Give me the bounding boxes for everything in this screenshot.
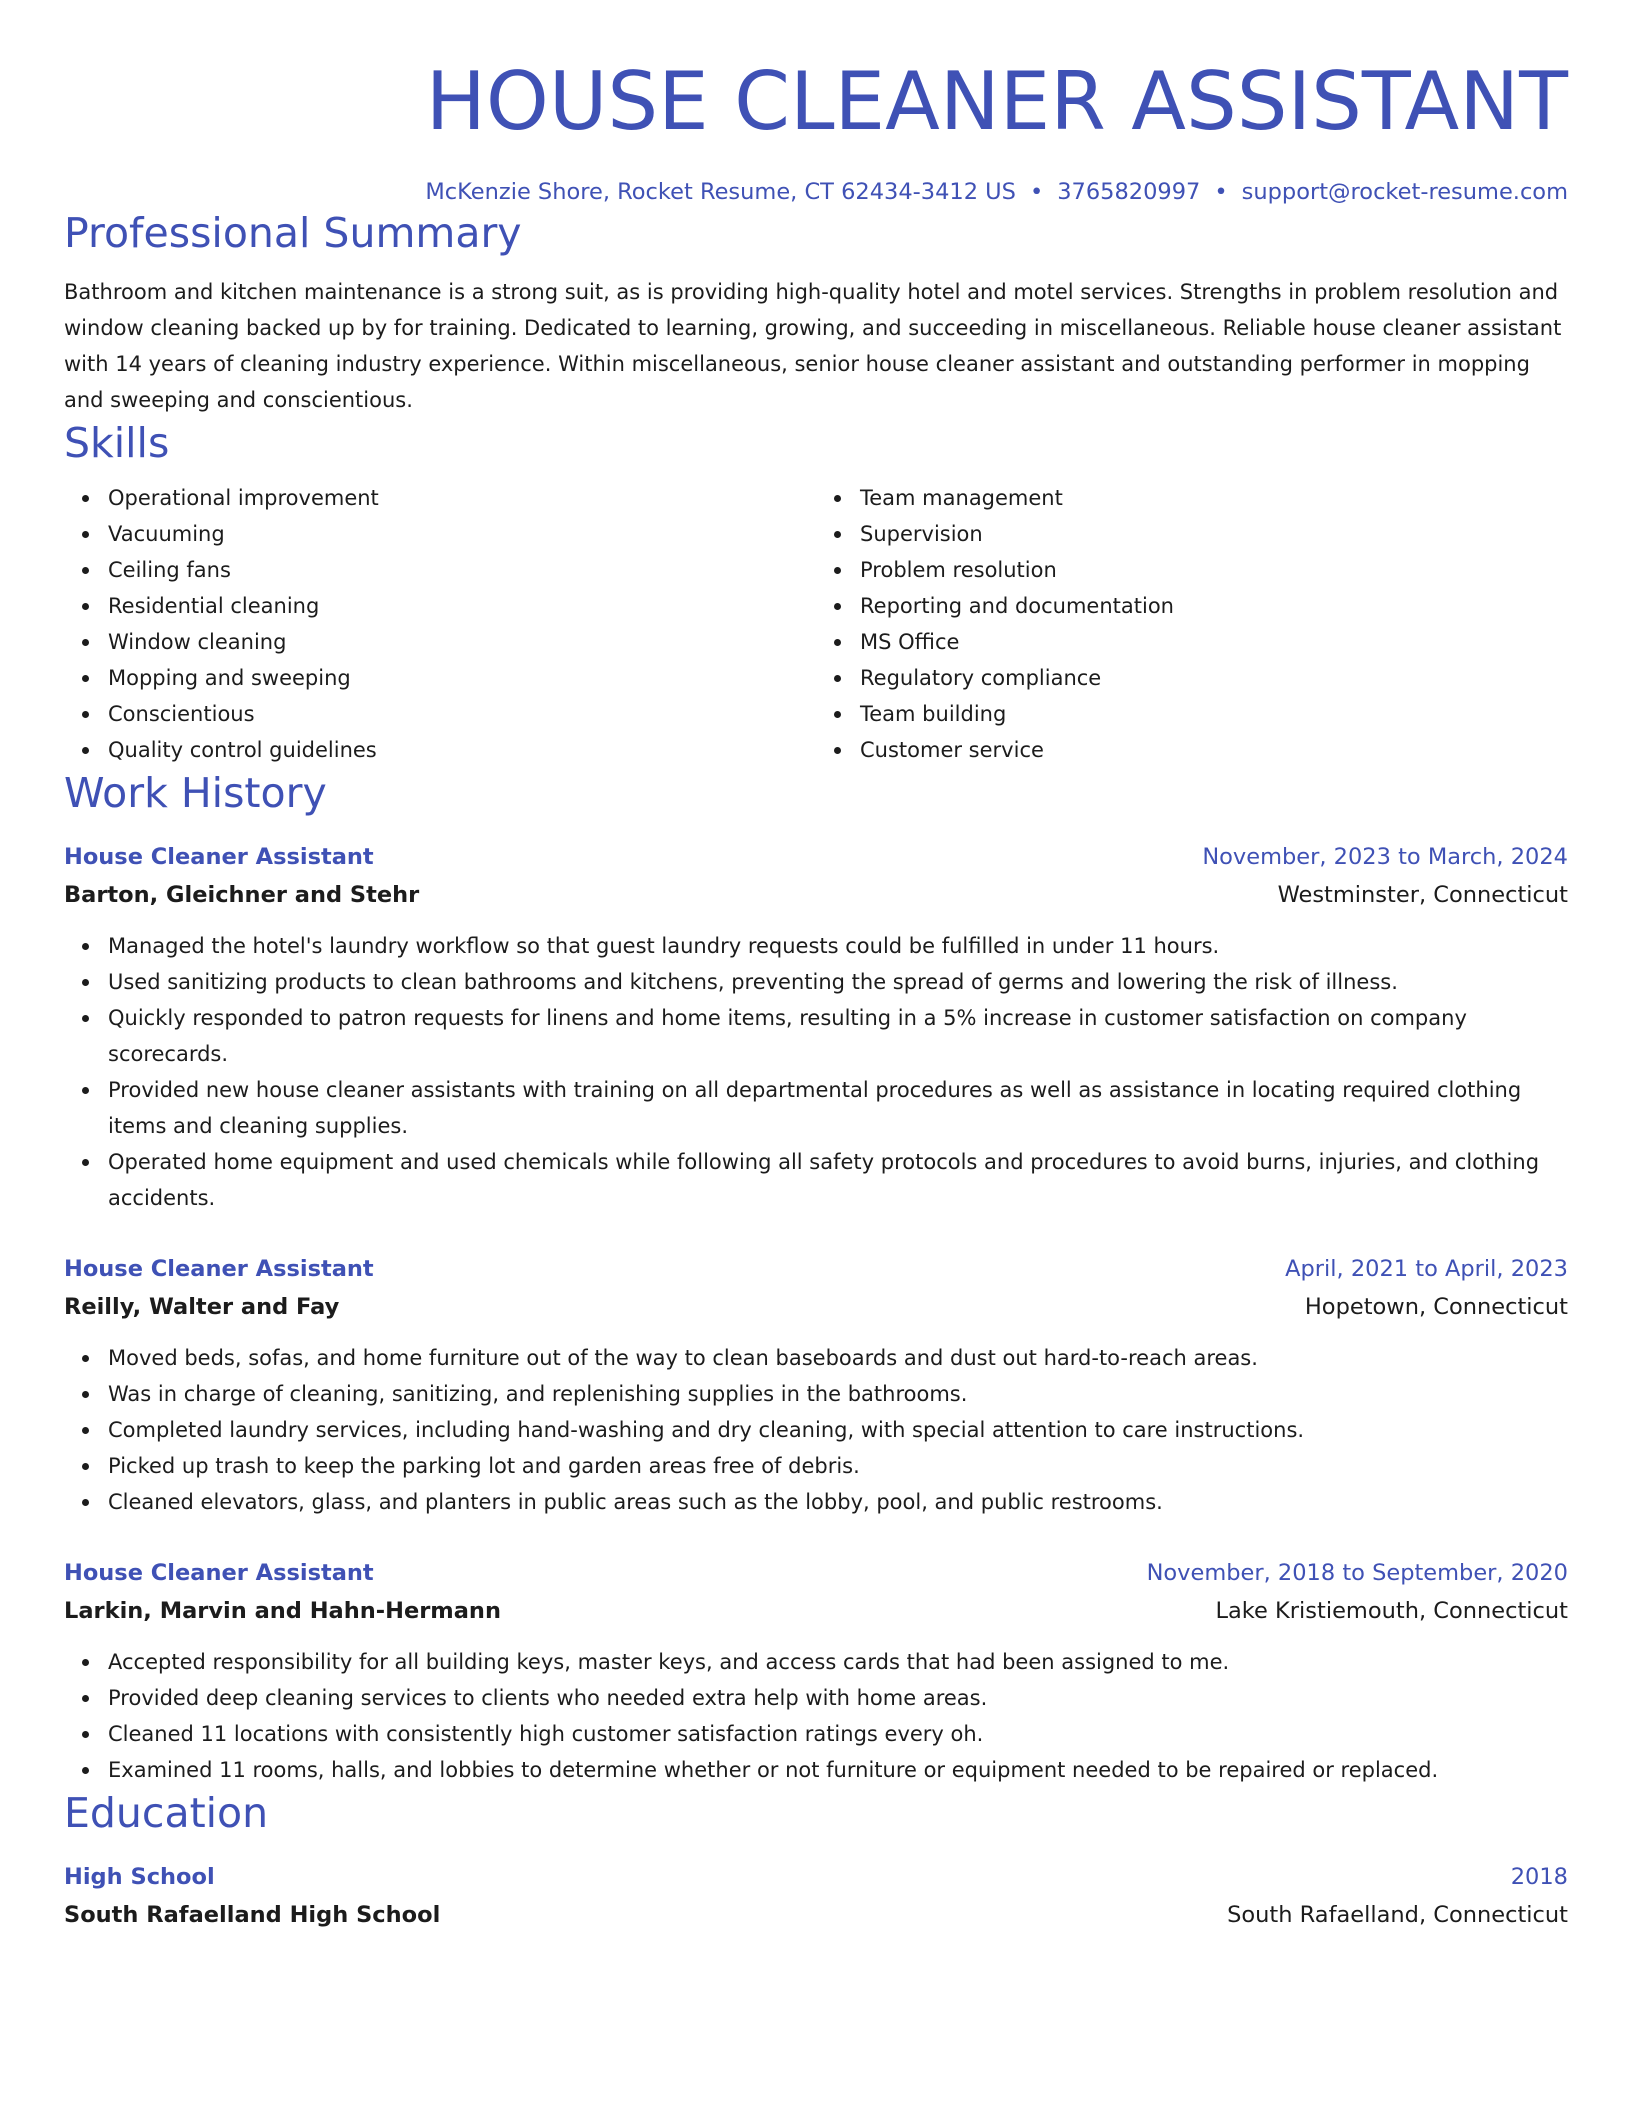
job-company: Larkin, Marvin and Hahn-Hermann <box>64 1598 501 1624</box>
contact-email: support@rocket-resume.com <box>1241 179 1568 205</box>
contact-line <box>64 176 1568 208</box>
skills-heading: Skills <box>64 419 170 467</box>
resume-header <box>64 0 1568 208</box>
skill-item: Quality control guidelines <box>108 732 816 768</box>
education-school-row <box>64 1896 1568 1934</box>
contact-address: McKenzie Shore, Rocket Resume, CT 62434-3412 US <box>425 179 1016 205</box>
skill-item: Regulatory compliance <box>860 660 1568 696</box>
job-bullet: Used sanitizing products to clean bathrooms and kitchens, preventing the spread of germs and lowering the risk of illness. <box>108 964 1568 1000</box>
skill-item: Conscientious <box>108 696 816 732</box>
job-bullet: Picked up trash to keep the parking lot and garden areas free of debris. <box>108 1448 1568 1484</box>
job-company: Reilly, Walter and Fay <box>64 1294 340 1320</box>
summary-text: Bathroom and kitchen maintenance is a strong suit, as is providing high-quality hotel and motel services. Strengths in problem resolution and window cleaning backed up by for training. Dedicated to learning, growing, and succeeding in miscellaneous. Reliable house cleaner assistant with 14 years of cleaning industry experience. Within miscellaneous, senior house cleaner assistant and outstanding performer in mopping and sweeping and conscientious. <box>64 280 1562 412</box>
contact-separator: • <box>1029 179 1044 205</box>
job-bullet: Cleaned elevators, glass, and planters in public areas such as the lobby, pool, and public restrooms. <box>108 1484 1568 1520</box>
education-location: South Rafaelland, Connecticut <box>1227 1902 1568 1928</box>
job-bullet: Managed the hotel's laundry workflow so that guest laundry requests could be fulfilled in under 11 hours. <box>108 928 1568 964</box>
job-title: House Cleaner Assistant <box>64 1256 374 1282</box>
job-bullet: Was in charge of cleaning, sanitizing, and replenishing supplies in the bathrooms. <box>108 1376 1568 1412</box>
job-bullet: Cleaned 11 locations with consistently high customer satisfaction ratings every oh. <box>108 1716 1568 1752</box>
skill-item: Operational improvement <box>108 480 816 516</box>
skill-item: Supervision <box>860 516 1568 552</box>
job-location: Westminster, Connecticut <box>1277 882 1568 908</box>
education-entry <box>64 1858 1568 1934</box>
skills-grid <box>64 480 1568 768</box>
skill-item: Residential cleaning <box>108 588 816 624</box>
skill-item: Mopping and sweeping <box>108 660 816 696</box>
job-title: House Cleaner Assistant <box>64 844 374 870</box>
contact-separator: • <box>1214 179 1228 205</box>
job-bullet: Operated home equipment and used chemicals while following all safety protocols and procedures to avoid burns, injuries, and clothing accidents. <box>108 1144 1568 1216</box>
skill-item: MS Office <box>860 624 1568 660</box>
job-entry <box>64 1554 1568 1788</box>
job-dates: April, 2021 to April, 2023 <box>1285 1256 1568 1282</box>
job-bullet: Quickly responded to patron requests for linens and home items, resulting in a 5% increase in customer satisfaction on company scorecards. <box>108 1000 1568 1072</box>
job-title-row <box>64 1554 1568 1592</box>
job-title-row <box>64 1250 1568 1288</box>
job-bullets <box>64 928 1568 1216</box>
job-bullets <box>64 1644 1568 1788</box>
job-bullet: Provided new house cleaner assistants with training on all departmental procedures as well as assistance in locating required clothing items and cleaning supplies. <box>108 1072 1568 1144</box>
job-title: House Cleaner Assistant <box>64 1560 374 1586</box>
skill-item: Vacuuming <box>108 516 816 552</box>
candidate-name: HOUSE CLEANER ASSISTANT <box>425 55 1568 148</box>
skills-column-right <box>816 480 1568 768</box>
contact-phone: 3765820997 <box>1057 179 1201 205</box>
job-location: Lake Kristiemouth, Connecticut <box>1215 1598 1568 1624</box>
education-degree: High School <box>64 1864 215 1890</box>
skill-item: Customer service <box>860 732 1568 768</box>
job-bullet: Provided deep cleaning services to clients who needed extra help with home areas. <box>108 1680 1568 1716</box>
job-company-row <box>64 1288 1568 1326</box>
job-entry <box>64 838 1568 1216</box>
job-company: Barton, Gleichner and Stehr <box>64 882 420 908</box>
skill-item: Reporting and documentation <box>860 588 1568 624</box>
job-entry <box>64 1250 1568 1520</box>
education-school: South Rafaelland High School <box>64 1902 441 1928</box>
education-degree-row <box>64 1858 1568 1896</box>
skill-item: Problem resolution <box>860 552 1568 588</box>
skill-item: Ceiling fans <box>108 552 816 588</box>
skill-item: Team management <box>860 480 1568 516</box>
summary-heading: Professional Summary <box>64 209 522 257</box>
skill-item: Team building <box>860 696 1568 732</box>
work-history-heading: Work History <box>64 769 327 817</box>
job-dates: November, 2018 to September, 2020 <box>1146 1560 1568 1586</box>
job-bullet: Accepted responsibility for all building keys, master keys, and access cards that had been assigned to me. <box>108 1644 1568 1680</box>
job-location: Hopetown, Connecticut <box>1304 1294 1568 1320</box>
skills-column-left <box>64 480 816 768</box>
job-bullet: Completed laundry services, including hand-washing and dry cleaning, with special attention to care instructions. <box>108 1412 1568 1448</box>
job-dates: November, 2023 to March, 2024 <box>1202 844 1568 870</box>
job-company-row <box>64 876 1568 914</box>
job-bullet: Examined 11 rooms, halls, and lobbies to determine whether or not furniture or equipment needed to be repaired or replaced. <box>108 1752 1568 1788</box>
job-company-row <box>64 1592 1568 1630</box>
education-heading: Education <box>64 1789 269 1837</box>
skill-item: Window cleaning <box>108 624 816 660</box>
job-bullets <box>64 1340 1568 1520</box>
job-title-row <box>64 838 1568 876</box>
job-bullet: Moved beds, sofas, and home furniture out of the way to clean baseboards and dust out hard-to-reach areas. <box>108 1340 1568 1376</box>
education-year: 2018 <box>1510 1864 1568 1890</box>
